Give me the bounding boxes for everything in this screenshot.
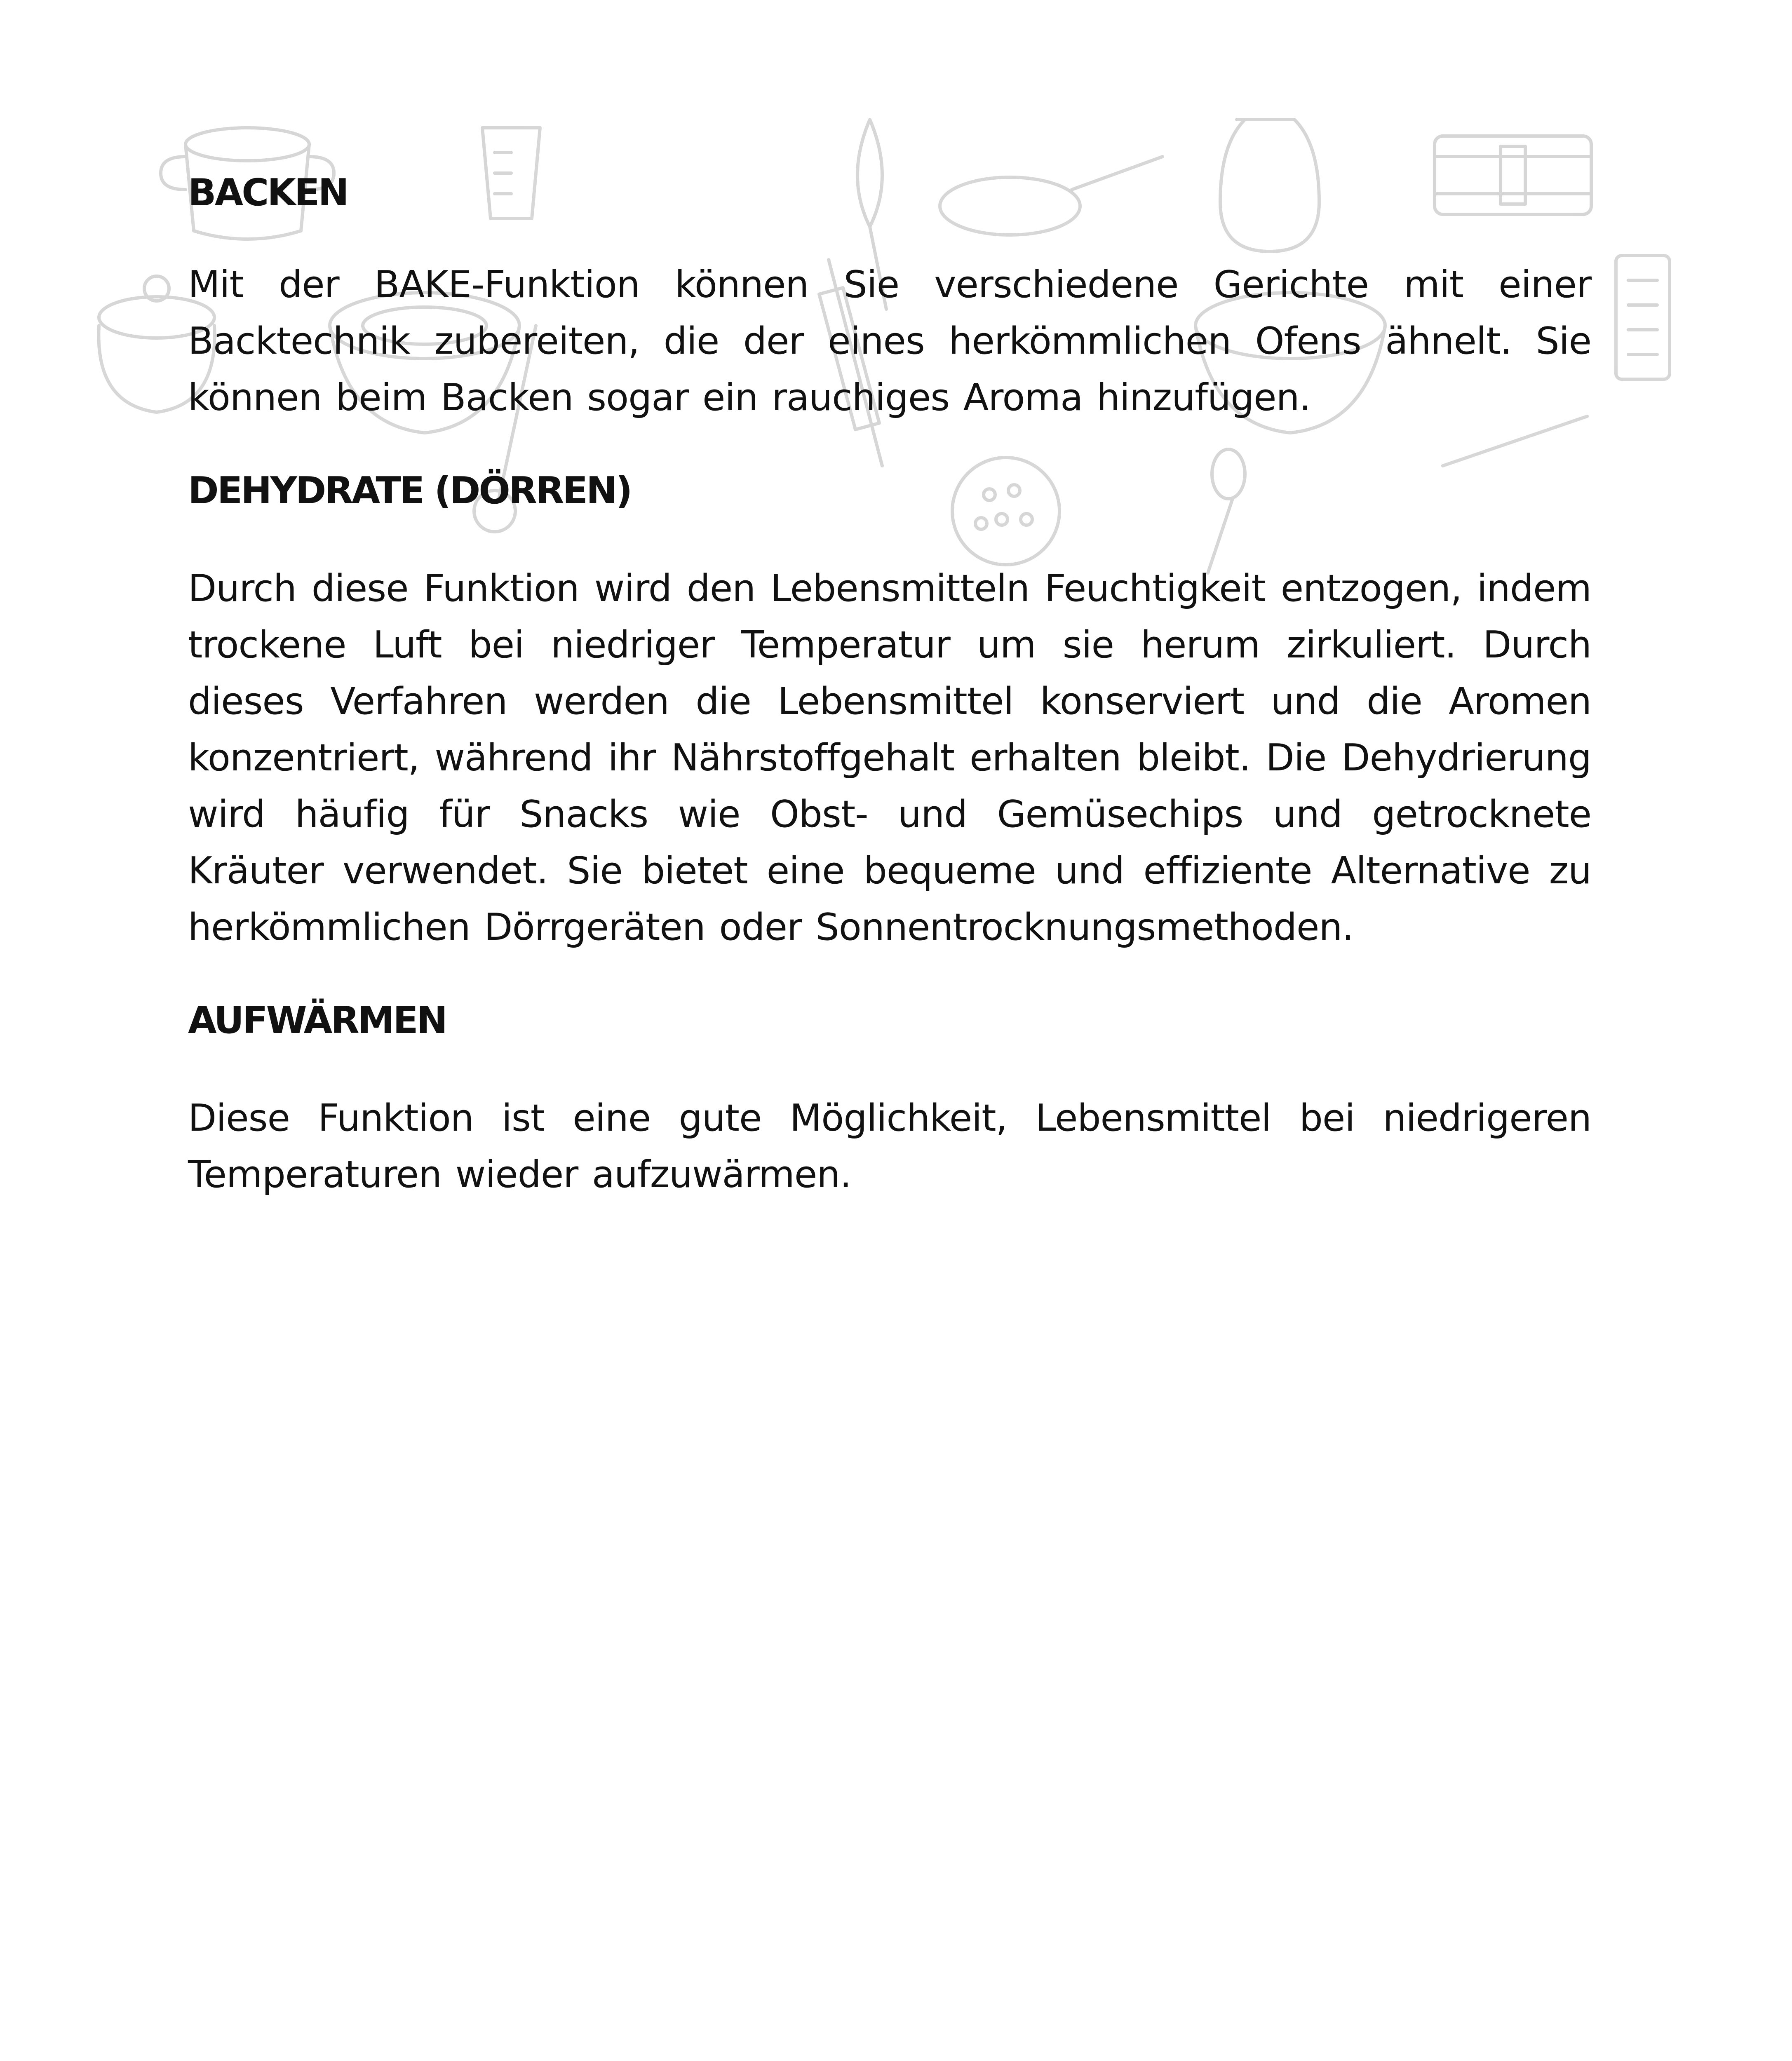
grater-icon [1616,256,1670,379]
section-text-dehydrate: Durch diese Funktion wird den Lebensmitteln Feuchtigkeit entzogen, indem trockene Luft bei niedriger Temperatur um sie herum zirkuliert. Durch dieses Verfahren werden die Lebensmittel konserviert und die Aromen konzentriert, während ihr Nährstoffgehalt erhalten bleibt. Die Dehydrierung wird häufig für Snacks wie Obst- und Gemüsechips und getrocknete Kräuter verwendet. Sie bietet eine bequeme und effiziente Alternative zu herkömmlichen Dörrgeräten oder Sonnentrocknungsmethoden. [188,567,1591,949]
manual-page-content [188,165,1591,1203]
section-heading-aufwaermen: AUFWÄRMEN [188,999,446,1042]
section-heading-dehydrate: DEHYDRATE (DÖRREN) [188,469,631,512]
section-heading-backen: BACKEN [188,171,348,214]
section-text-backen: Mit der BAKE-Funktion können Sie verschiedene Gerichte mit einer Backtechnik zubereiten, die der eines herkömmlichen Ofens ähnelt. Sie können beim Backen sogar ein rauchiges Aroma hinzufügen. [188,263,1591,419]
section-text-aufwaermen: Diese Funktion ist eine gute Möglichkeit, Lebensmittel bei niedrigeren Temperaturen wieder aufzuwärmen. [188,1096,1591,1196]
